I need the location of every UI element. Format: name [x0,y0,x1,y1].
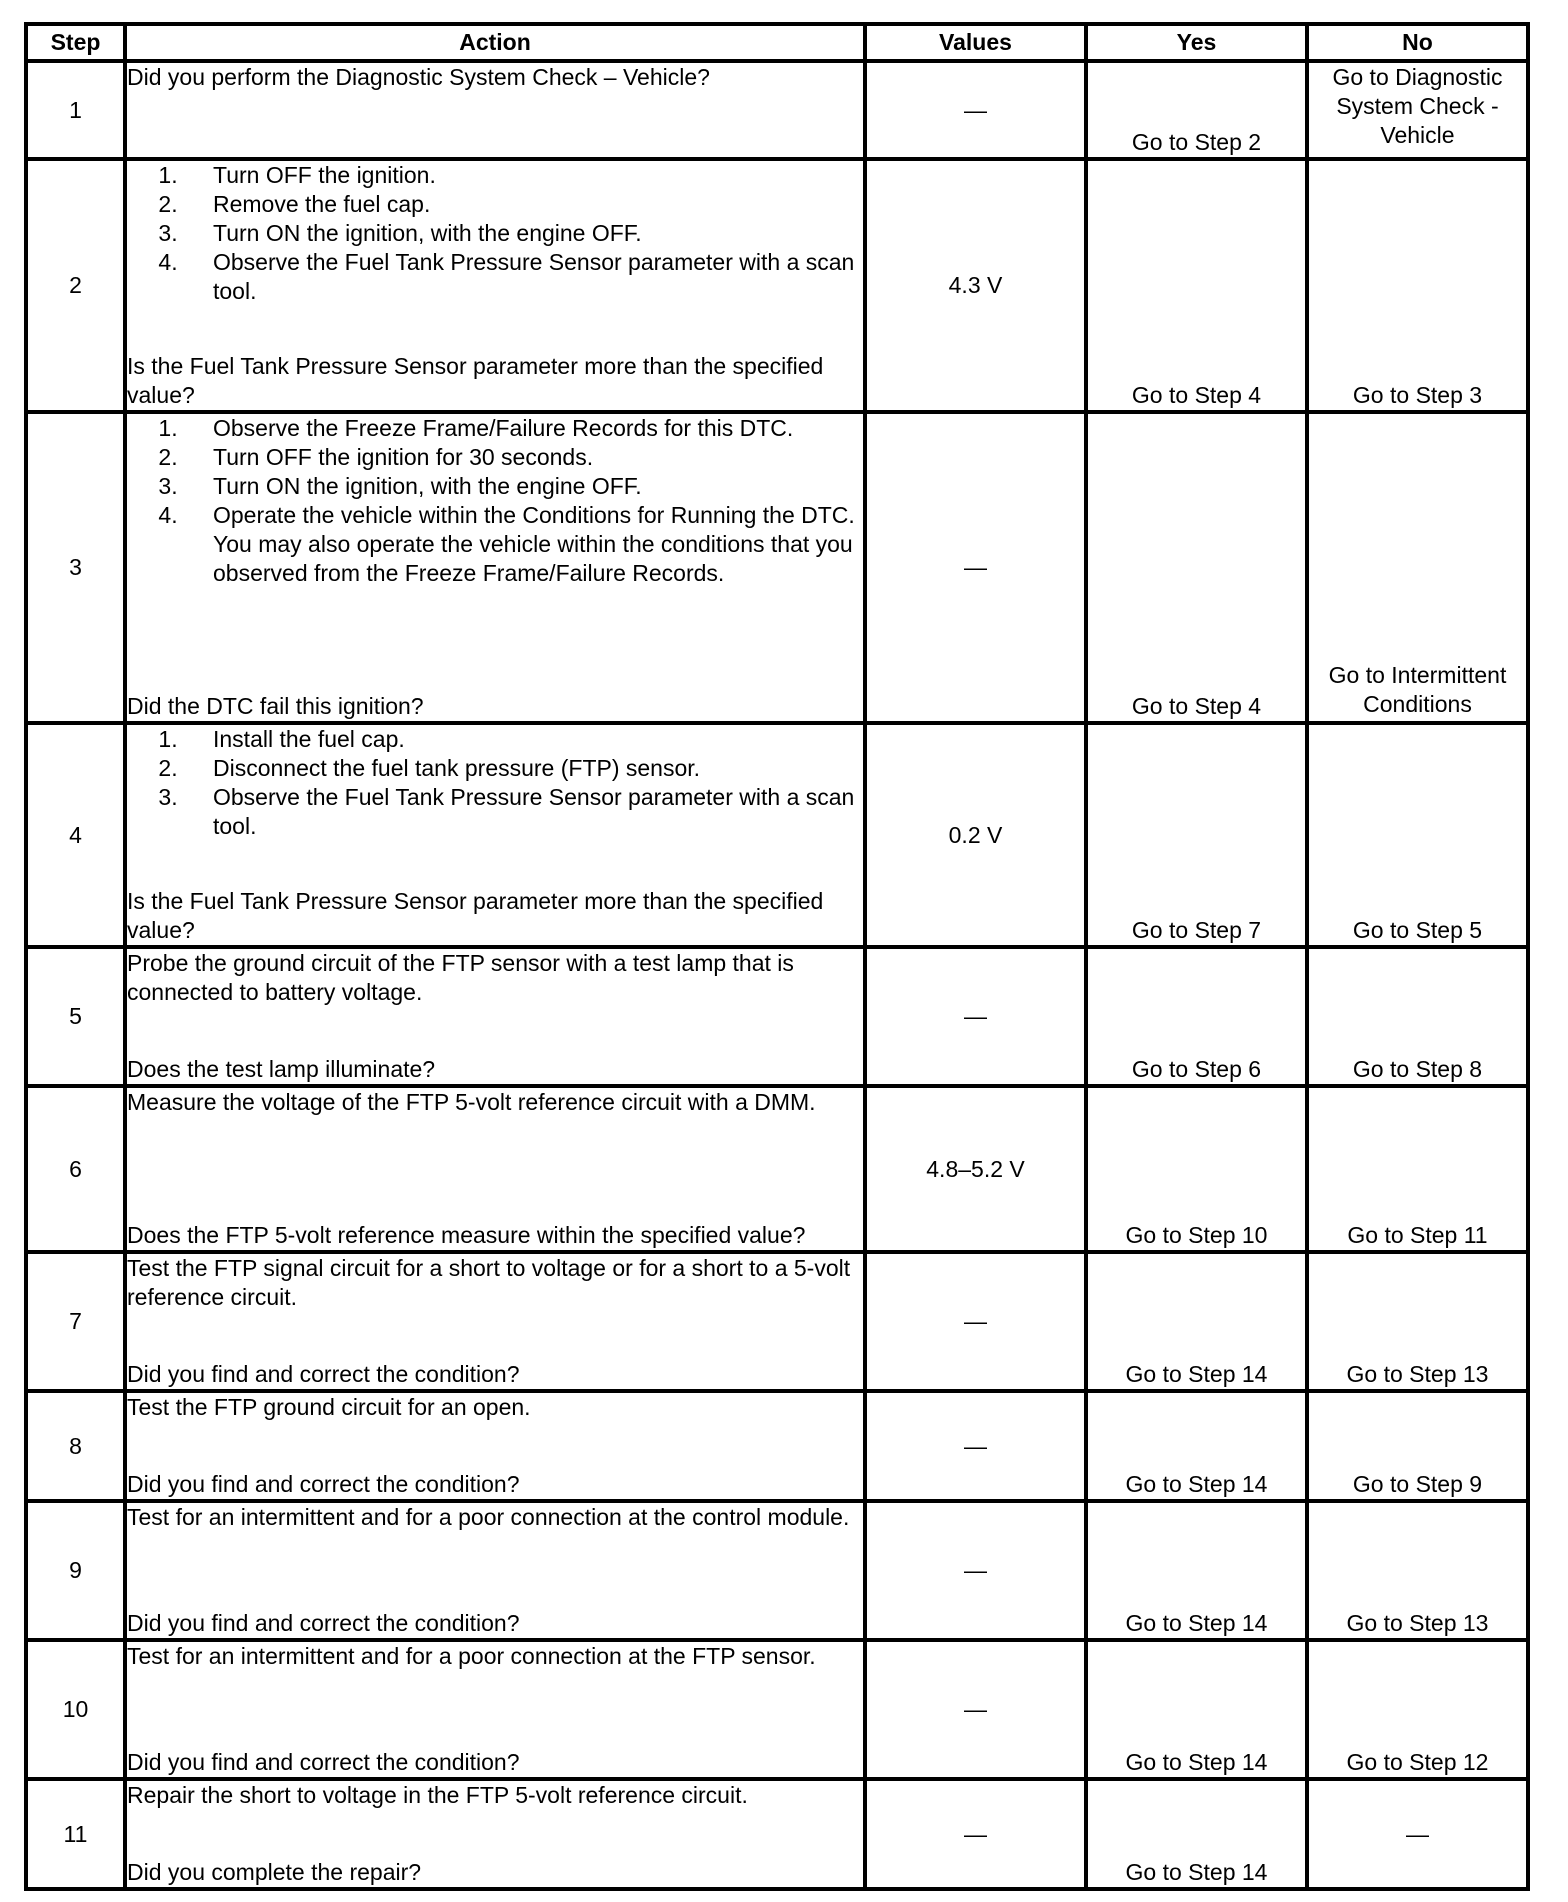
action-cell [125,159,865,412]
table-row [26,1640,1528,1779]
value-cell: — [865,1501,1086,1640]
step-number: 9 [26,1501,125,1640]
value-cell: — [865,1779,1086,1889]
step-number: 4 [26,723,125,947]
header-yes: Yes [1086,24,1307,61]
value-cell: — [865,61,1086,159]
yes-cell: Go to Step 14 [1086,1252,1307,1391]
action-question: Did you find and correct the condition? [127,1610,520,1636]
no-cell: Go to Step 9 [1307,1391,1528,1501]
list-item: 4. Observe the Fuel Tank Pressure Sensor parameter with a scan tool. [184,248,863,306]
value-cell: — [865,1391,1086,1501]
value-cell: — [865,1252,1086,1391]
yes-cell: Go to Step 14 [1086,1501,1307,1640]
list-item: 1. Install the fuel cap. [184,725,863,754]
no-cell: Go to Step 8 [1307,947,1528,1086]
value-cell: 4.3 V [865,159,1086,412]
yes-cell: Go to Step 2 [1086,61,1307,159]
table-row [26,947,1528,1086]
list-item: 3. Turn ON the ignition, with the engine OFF. [184,219,863,248]
header-action: Action [125,24,865,61]
action-cell [125,1086,865,1252]
action-question: Did you find and correct the condition? [127,1471,520,1497]
table-row [26,412,1528,723]
list-item: 2. Disconnect the fuel tank pressure (FTP) sensor. [184,754,863,783]
action-text: Test the FTP ground circuit for an open. [127,1394,531,1420]
yes-cell: Go to Step 14 [1086,1779,1307,1889]
action-question: Does the FTP 5-volt reference measure within the specified value? [127,1222,806,1248]
table-row [26,61,1528,159]
action-cell [125,1779,865,1889]
no-cell: Go to Step 3 [1307,159,1528,412]
table-row [26,723,1528,947]
header-values: Values [865,24,1086,61]
step-number: 8 [26,1391,125,1501]
action-text: Did you perform the Diagnostic System Check – Vehicle? [127,64,710,90]
no-cell: Go to Step 11 [1307,1086,1528,1252]
table-row [26,159,1528,412]
yes-cell: Go to Step 4 [1086,159,1307,412]
header-step: Step [26,24,125,61]
action-question: Does the test lamp illuminate? [127,1056,436,1082]
action-question: Did you find and correct the condition? [127,1749,520,1775]
yes-cell: Go to Step 14 [1086,1391,1307,1501]
action-list [127,725,863,841]
step-number: 10 [26,1640,125,1779]
list-item: 1. Turn OFF the ignition. [184,161,863,190]
action-cell [125,61,865,159]
action-cell [125,723,865,947]
action-cell [125,947,865,1086]
table-row [26,1252,1528,1391]
no-cell: Go to Step 5 [1307,723,1528,947]
step-number: 1 [26,61,125,159]
yes-cell: Go to Step 14 [1086,1640,1307,1779]
action-text: Probe the ground circuit of the FTP sensor with a test lamp that is connected to battery voltage. [127,950,794,1005]
action-list [127,414,863,588]
table-row [26,1391,1528,1501]
step-number: 11 [26,1779,125,1889]
step-number: 7 [26,1252,125,1391]
action-cell [125,1391,865,1501]
action-list [127,161,863,306]
value-cell: — [865,1640,1086,1779]
value-cell: — [865,412,1086,723]
header-row [26,24,1528,61]
action-question: Did the DTC fail this ignition? [127,693,424,719]
list-item: 2. Turn OFF the ignition for 30 seconds. [184,443,863,472]
table-row [26,1501,1528,1640]
diagnostic-table [24,22,1530,1891]
value-cell: — [865,947,1086,1086]
no-cell: Go to Intermittent Conditions [1307,412,1528,723]
step-number: 2 [26,159,125,412]
yes-cell: Go to Step 10 [1086,1086,1307,1252]
list-item: 4. Operate the vehicle within the Conditions for Running the DTC. You may also operate the vehicle within the conditions that you observed from the Freeze Frame/Failure Records. [184,501,863,588]
action-cell [125,1640,865,1779]
yes-cell: Go to Step 4 [1086,412,1307,723]
no-cell: Go to Step 13 [1307,1501,1528,1640]
action-text: Repair the short to voltage in the FTP 5-volt reference circuit. [127,1782,748,1808]
step-number: 3 [26,412,125,723]
action-text: Measure the voltage of the FTP 5-volt reference circuit with a DMM. [127,1089,816,1115]
step-number: 5 [26,947,125,1086]
list-item: 3. Turn ON the ignition, with the engine OFF. [184,472,863,501]
value-cell: 4.8–5.2 V [865,1086,1086,1252]
yes-cell: Go to Step 7 [1086,723,1307,947]
value-cell: 0.2 V [865,723,1086,947]
list-item: 2. Remove the fuel cap. [184,190,863,219]
action-question: Did you complete the repair? [127,1859,422,1885]
action-text: Test the FTP signal circuit for a short to voltage or for a short to a 5-volt reference circuit. [127,1255,851,1310]
no-cell: Go to Step 12 [1307,1640,1528,1779]
list-item: 3. Observe the Fuel Tank Pressure Sensor parameter with a scan tool. [184,783,863,841]
header-no: No [1307,24,1528,61]
table-row [26,1086,1528,1252]
no-cell: Go to Diagnostic System Check - Vehicle [1307,61,1528,159]
action-cell [125,1252,865,1391]
action-question: Did you find and correct the condition? [127,1361,520,1387]
step-number: 6 [26,1086,125,1252]
action-question: Is the Fuel Tank Pressure Sensor parameter more than the specified value? [127,888,824,943]
action-question: Is the Fuel Tank Pressure Sensor parameter more than the specified value? [127,353,824,408]
yes-cell: Go to Step 6 [1086,947,1307,1086]
action-cell [125,412,865,723]
no-cell: — [1307,1779,1528,1889]
action-text: Test for an intermittent and for a poor connection at the control module. [127,1504,850,1530]
no-cell: Go to Step 13 [1307,1252,1528,1391]
list-item: 1. Observe the Freeze Frame/Failure Records for this DTC. [184,414,863,443]
action-cell [125,1501,865,1640]
table-row [26,1779,1528,1889]
action-text: Test for an intermittent and for a poor connection at the FTP sensor. [127,1643,816,1669]
